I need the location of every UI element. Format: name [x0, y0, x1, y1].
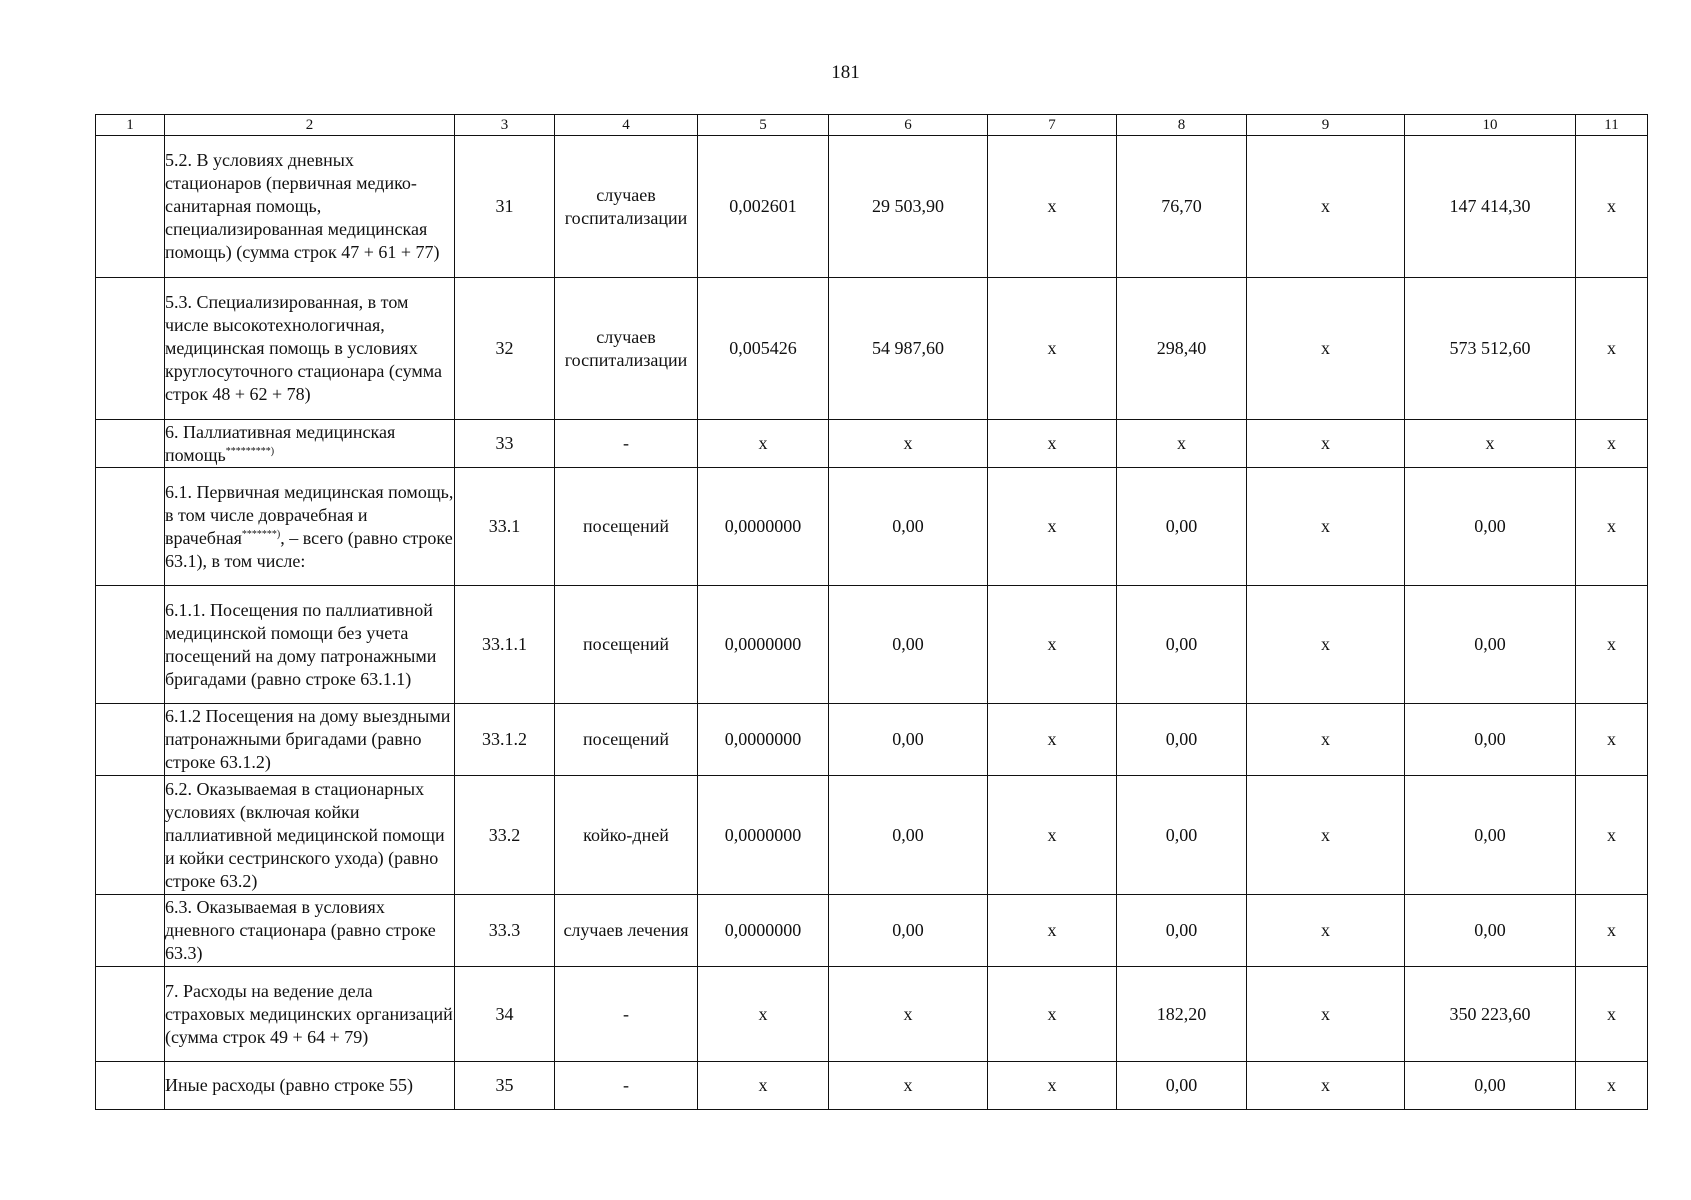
- cell-col8: 0,00: [1117, 776, 1247, 895]
- row-unit: посещений: [555, 468, 698, 586]
- row-unit: -: [555, 1062, 698, 1110]
- row-code: 33.3: [455, 895, 555, 967]
- cell-col8: х: [1117, 420, 1247, 468]
- data-table: [95, 114, 1648, 1110]
- cell-col10: 0,00: [1405, 776, 1576, 895]
- empty-cell: [96, 776, 165, 895]
- page-number: 181: [831, 62, 860, 83]
- cell-col11: х: [1576, 420, 1648, 468]
- cell-col10: 0,00: [1405, 586, 1576, 704]
- empty-cell: [96, 704, 165, 776]
- cell-col10: 573 512,60: [1405, 278, 1576, 420]
- cell-col7: х: [988, 967, 1117, 1062]
- cell-col9: х: [1247, 704, 1405, 776]
- cell-col9: х: [1247, 586, 1405, 704]
- row-name: 7. Расходы на ведение дела страховых медицинских организаций (сумма строк 49 + 64 + 79): [165, 967, 455, 1062]
- row-name: 6.1.2 Посещения на дому выездными патронажными бригадами (равно строке 63.1.2): [165, 704, 455, 776]
- col-header: 6: [829, 115, 988, 136]
- row-name: 6.2. Оказываемая в стационарных условиях (включая койки паллиативной медицинской помощи и койки сестринского ухода) (равно строке 63.2): [165, 776, 455, 895]
- cell-col11: х: [1576, 586, 1648, 704]
- table-row: [96, 586, 1648, 704]
- col-header: 9: [1247, 115, 1405, 136]
- row-code: 33.1: [455, 468, 555, 586]
- row-name: 6.3. Оказываемая в условиях дневного стационара (равно строке 63.3): [165, 895, 455, 967]
- cell-col5: 0,0000000: [698, 776, 829, 895]
- cell-col8: 0,00: [1117, 704, 1247, 776]
- cell-col7: х: [988, 468, 1117, 586]
- footnote-mark: *******): [241, 528, 281, 540]
- table-row: [96, 420, 1648, 468]
- cell-col7: х: [988, 278, 1117, 420]
- cell-col11: х: [1576, 468, 1648, 586]
- row-name: 5.2. В условиях дневных стационаров (первичная медико-санитарная помощь, специализированная медицинская помощь) (сумма строк 47 + 61 + 77): [165, 136, 455, 278]
- col-header: 7: [988, 115, 1117, 136]
- cell-col10: 147 414,30: [1405, 136, 1576, 278]
- cell-col11: х: [1576, 278, 1648, 420]
- cell-col11: х: [1576, 704, 1648, 776]
- cell-col9: х: [1247, 967, 1405, 1062]
- cell-col8: 182,20: [1117, 967, 1247, 1062]
- cell-col8: 76,70: [1117, 136, 1247, 278]
- table-row: [96, 468, 1648, 586]
- row-code: 33.1.2: [455, 704, 555, 776]
- cell-col8: 0,00: [1117, 586, 1247, 704]
- cell-col7: х: [988, 776, 1117, 895]
- column-number-row: [96, 115, 1648, 136]
- cell-col5: 0,002601: [698, 136, 829, 278]
- table-row: [96, 704, 1648, 776]
- cell-col6: 0,00: [829, 704, 988, 776]
- cell-col11: х: [1576, 136, 1648, 278]
- row-unit: случаев лечения: [555, 895, 698, 967]
- cell-col9: х: [1247, 420, 1405, 468]
- row-unit: -: [555, 420, 698, 468]
- cell-col7: х: [988, 895, 1117, 967]
- cell-col11: х: [1576, 967, 1648, 1062]
- cell-col7: х: [988, 586, 1117, 704]
- cell-col6: 0,00: [829, 895, 988, 967]
- row-name-text: 6. Паллиативная медицинская помощь: [165, 421, 396, 465]
- empty-cell: [96, 1062, 165, 1110]
- cell-col7: х: [988, 420, 1117, 468]
- cell-col10: 0,00: [1405, 1062, 1576, 1110]
- row-code: 32: [455, 278, 555, 420]
- row-code: 31: [455, 136, 555, 278]
- cell-col6: 29 503,90: [829, 136, 988, 278]
- table-row: [96, 895, 1648, 967]
- cell-col6: 0,00: [829, 586, 988, 704]
- col-header: 4: [555, 115, 698, 136]
- table-row: [96, 1062, 1648, 1110]
- cell-col6: 54 987,60: [829, 278, 988, 420]
- cell-col10: х: [1405, 420, 1576, 468]
- cell-col5: 0,0000000: [698, 468, 829, 586]
- row-code: 33.2: [455, 776, 555, 895]
- cell-col9: х: [1247, 136, 1405, 278]
- cell-col8: 0,00: [1117, 1062, 1247, 1110]
- table-row: [96, 967, 1648, 1062]
- row-unit: койко-дней: [555, 776, 698, 895]
- cell-col9: х: [1247, 1062, 1405, 1110]
- cell-col6: х: [829, 420, 988, 468]
- table-row: [96, 136, 1648, 278]
- row-name: 5.3. Специализированная, в том числе высокотехнологичная, медицинская помощь в условиях круглосуточного стационара (сумма строк 48 + 62 + 78): [165, 278, 455, 420]
- col-header: 11: [1576, 115, 1648, 136]
- cell-col6: х: [829, 1062, 988, 1110]
- cell-col5: 0,0000000: [698, 586, 829, 704]
- cell-col5: 0,005426: [698, 278, 829, 420]
- row-code: 35: [455, 1062, 555, 1110]
- cell-col8: 0,00: [1117, 895, 1247, 967]
- cell-col11: х: [1576, 1062, 1648, 1110]
- row-code: 33: [455, 420, 555, 468]
- cell-col10: 0,00: [1405, 704, 1576, 776]
- cell-col5: 0,0000000: [698, 704, 829, 776]
- table-row: [96, 776, 1648, 895]
- row-code: 34: [455, 967, 555, 1062]
- cell-col6: х: [829, 967, 988, 1062]
- row-unit: случаев госпитализации: [555, 136, 698, 278]
- cell-col11: х: [1576, 895, 1648, 967]
- row-code: 33.1.1: [455, 586, 555, 704]
- row-name: [165, 420, 455, 468]
- cell-col6: 0,00: [829, 776, 988, 895]
- row-name: [165, 468, 455, 586]
- col-header: 8: [1117, 115, 1247, 136]
- row-unit: посещений: [555, 586, 698, 704]
- cell-col5: х: [698, 420, 829, 468]
- empty-cell: [96, 136, 165, 278]
- row-unit: -: [555, 967, 698, 1062]
- cell-col11: х: [1576, 776, 1648, 895]
- row-name: Иные расходы (равно строке 55): [165, 1062, 455, 1110]
- cell-col7: х: [988, 136, 1117, 278]
- table-row: [96, 278, 1648, 420]
- cell-col6: 0,00: [829, 468, 988, 586]
- empty-cell: [96, 895, 165, 967]
- empty-cell: [96, 420, 165, 468]
- cell-col7: х: [988, 1062, 1117, 1110]
- row-name-tail: , – всего (равно строке 63.1), в том числе:: [165, 527, 453, 571]
- cell-col9: х: [1247, 278, 1405, 420]
- col-header: 5: [698, 115, 829, 136]
- col-header: 3: [455, 115, 555, 136]
- cell-col8: 0,00: [1117, 468, 1247, 586]
- col-header: 10: [1405, 115, 1576, 136]
- cell-col5: 0,0000000: [698, 895, 829, 967]
- row-name: 6.1.1. Посещения по паллиативной медицинской помощи без учета посещений на дому патронажными бригадами (равно строке 63.1.1): [165, 586, 455, 704]
- cell-col8: 298,40: [1117, 278, 1247, 420]
- cell-col5: х: [698, 1062, 829, 1110]
- cell-col10: 350 223,60: [1405, 967, 1576, 1062]
- row-unit: посещений: [555, 704, 698, 776]
- cell-col5: х: [698, 967, 829, 1062]
- empty-cell: [96, 586, 165, 704]
- cell-col9: х: [1247, 895, 1405, 967]
- empty-cell: [96, 468, 165, 586]
- cell-col9: х: [1247, 468, 1405, 586]
- row-name-text: 6.1. Первичная медицинская помощь, в том числе доврачебная и врачебная: [165, 481, 454, 548]
- row-unit: случаев госпитализации: [555, 278, 698, 420]
- cell-col10: 0,00: [1405, 895, 1576, 967]
- col-header: 2: [165, 115, 455, 136]
- col-header: 1: [96, 115, 165, 136]
- cell-col10: 0,00: [1405, 468, 1576, 586]
- cell-col7: х: [988, 704, 1117, 776]
- footnote-mark: *********): [225, 445, 275, 457]
- cell-col9: х: [1247, 776, 1405, 895]
- empty-cell: [96, 967, 165, 1062]
- empty-cell: [96, 278, 165, 420]
